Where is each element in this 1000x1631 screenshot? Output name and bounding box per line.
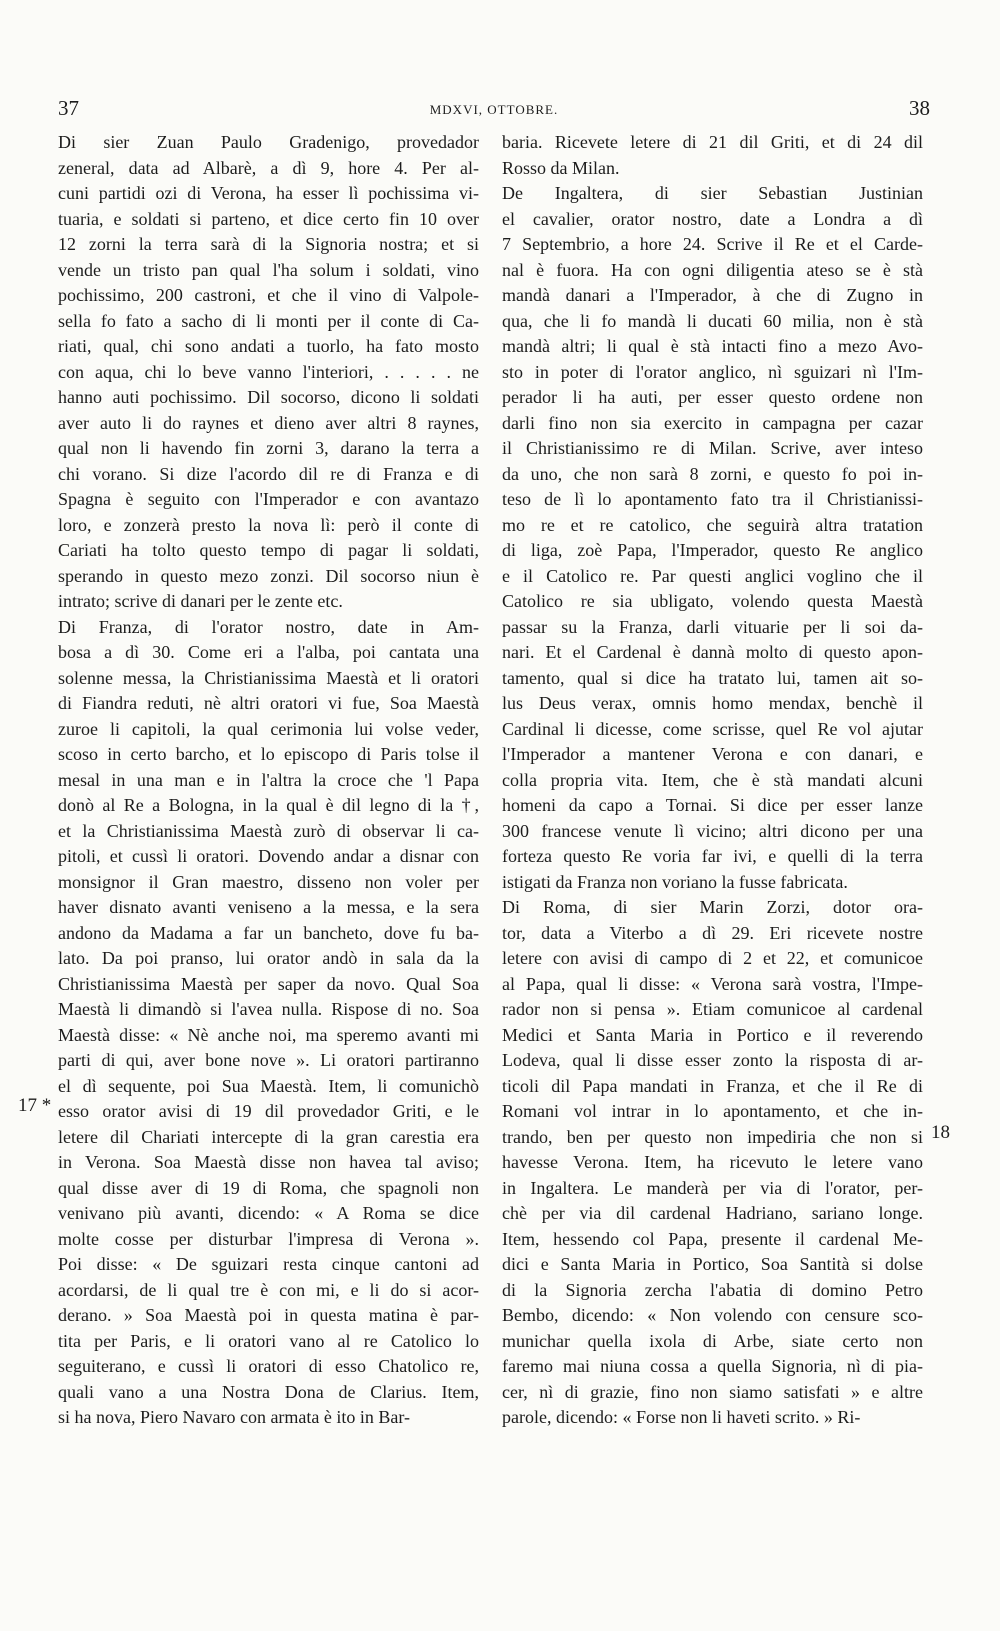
page-number-right: 38 [909, 96, 930, 120]
text-line: teso de lì lo apontamento fato tra il Christianissi- [502, 489, 923, 509]
text-line: in Ingaltera. Le manderà per via di l'orator, per- [502, 1177, 923, 1198]
text-line: seguiterano, e cussì li oratori di esso Chatolico re, [58, 1356, 479, 1376]
text-line: cuni partidi ozi di Verona, ha esser lì pochissima vi- [58, 183, 479, 203]
text-line: in Verona. Soa Maestà disse non havea tal aviso; [58, 1152, 479, 1172]
text-line: qual disse aver di 19 di Roma, che spagnoli non [58, 1177, 479, 1198]
text-line: zuroe li capitoli, la qual cerimonia lui volse veder, [58, 718, 479, 739]
margin-note-left: 17 * [18, 1095, 52, 1116]
text-line: tamento, qual si dice ha tratato lui, tamen ait so- [502, 667, 923, 688]
text-line: al Papa, qual li disse: « Verona sarà vostra, l'Impe- [502, 973, 923, 994]
text-line: riati, qual, chi sono andati a tuorlo, ha fato mosto [58, 336, 479, 356]
text-line: Medici et Santa Maria in Portico e il reverendo [502, 1024, 923, 1045]
text-line: solenne messa, la Christianissima Maestà et li oratori [58, 667, 479, 688]
text-line: parole, dicendo: « Forse non li haveti scrito. » Ri- [502, 1407, 861, 1427]
text-line: Rosso da Milan. [502, 157, 620, 178]
text-line: scoso in certo barcho, et lo episcopo di Paris tolse il [58, 744, 479, 764]
text-line: Maestà disse: « Nè anche noi, ma speremo avanti mi [58, 1024, 479, 1045]
margin-note-right: 18 [931, 1122, 950, 1143]
text-line: di liga, zoè Papa, l'Imperador, questo Re anglico [502, 540, 923, 560]
text-line: sto in poter di l'orator anglico, nì sguizari nì l'Im- [502, 361, 923, 382]
running-head: MDXVI, OTTOBRE. [429, 102, 559, 117]
text-line: qual non li havendo fin zorni 3, darano la terra a [58, 438, 479, 458]
text-line: lus Deus verax, omnis homo mendax, benchè il [502, 693, 923, 713]
text-line: homeni da capo a Tornai. Si dice per esser lanze [502, 795, 923, 815]
text-line: tor, data a Viterbo a dì 29. Eri ricevete nostre [502, 922, 923, 943]
text-line: forteza questo Re voria far ivi, e quelli di la terra [502, 846, 923, 866]
text-line: De Ingaltera, di sier Sebastian Justinian [502, 183, 923, 203]
text-line: venivano più avanti, dicendo: « A Roma se dice [58, 1203, 479, 1223]
text-line: con aqua, chi lo beve vanno l'interiori, . . . . . ne [58, 361, 479, 382]
text-line: 300 francese venute lì vicino; altri dicono per una [502, 820, 923, 841]
text-line: quali vano a una Nostra Dona de Clarius. Item, [58, 1381, 479, 1402]
text-line: e il Catolico re. Par questi anglici voglino che il [502, 565, 923, 586]
text-line: cer, nì di grazie, fino non siamo satisfati » e altre [502, 1381, 923, 1402]
text-line: pitoli, et cussì li oratori. Dovendo andar a disnar con [58, 846, 479, 866]
text-line: acordarsi, de li qual tre è con mi, e li do si acor- [58, 1279, 479, 1300]
text-line: chi vorano. Si dize l'acordo dil re di Franza e di [58, 463, 479, 484]
text-line: Di sier Zuan Paulo Gradenigo, provedador [58, 132, 479, 152]
text-line: baria. Ricevete letere di 21 dil Griti, et di 24 dil [502, 132, 923, 152]
text-line: et la Christianissima Maestà zurò di observar li ca- [58, 820, 479, 841]
text-line: mandà altri; li qual è stà intacti fino a mezo Avo- [502, 336, 923, 356]
text-line: Poi disse: « De sguizari resta cinque cantoni ad [58, 1254, 479, 1274]
text-line: darli fino non sia exercito in campagna per cazar [502, 412, 923, 433]
text-line: nal è fuora. Ha con ogni diligentia ateso se è stà [502, 259, 923, 280]
text-line: 7 Septembrio, a hore 24. Scrive il Re et el Carde- [502, 234, 923, 254]
left-text-column [58, 130, 479, 1580]
text-line: letere dil Chariati intercepte di la gran carestia era [58, 1126, 479, 1147]
text-line: tita per Paris, e li oratori vano al re Catolico lo [58, 1330, 479, 1351]
text-line: qua, che li fo mandà li ducati 60 milia, non è stà [502, 310, 923, 331]
text-line: Cariati ha tolto questo tempo di pagar li soldati, [58, 540, 479, 560]
text-line: aver auto li do raynes et dieno aver altri 8 raynes, [58, 412, 479, 433]
text-line: tuaria, e soldati si parteno, et dice certo fin 10 over [58, 208, 479, 229]
text-line: di la Signoria zercha l'abatia di domino Petro [502, 1279, 923, 1300]
text-line: el cavalier, orator nostro, date a Londra a dì [502, 208, 923, 229]
text-line: loro, e zonzerà presto la nova lì: però il conte di [58, 514, 479, 535]
text-line: Di Roma, di sier Marin Zorzi, dotor ora- [502, 897, 923, 917]
page-header [58, 96, 930, 126]
text-line: Spagna è seguito con l'Imperador e con avantazo [58, 489, 479, 509]
text-line: si ha nova, Piero Navaro con armata è ito in Bar- [58, 1407, 411, 1427]
text-line: istigati da Franza non voriano la fusse fabricata. [502, 871, 848, 892]
text-line: lato. Da poi pranso, lui orator andò in sala da la [58, 948, 479, 968]
text-line: mo re et re catolico, che seguirà altra tratation [502, 514, 923, 535]
text-line: Catolico re sia ubligato, volendo questa Maestà [502, 591, 923, 611]
text-line: perador li ha auti, per esser questo ordene non [502, 387, 923, 407]
text-line: Christianissima Maestà per saper da novo. Qual Soa [58, 973, 479, 994]
text-line: Lodeva, qual li disse esser zonto la risposta di ar- [502, 1050, 923, 1070]
text-line: zeneral, data ad Albarè, a dì 9, hore 4. Per al- [58, 157, 479, 178]
text-line: Romani vol intrar in lo apontamento, et che in- [502, 1101, 923, 1121]
text-line: mandà danari a l'Imperador, à che di Zugno in [502, 285, 923, 305]
text-line: intrato; scrive di danari per le zente etc. [58, 591, 343, 611]
text-line: havesse Verona. Item, ha ricevuto le letere vano [502, 1152, 923, 1172]
text-line: molte cosse per disturbar l'impresa di Verona ». [58, 1228, 479, 1249]
text-line: Cardinal li dicesse, come scrisse, quel Re vol ajutar [502, 718, 923, 739]
text-line: monsignor il Gran maestro, disseno non voler per [58, 871, 479, 892]
text-line: l'Imperador a mantener Verona e con danari, e [502, 744, 923, 764]
text-line: hanno auti pochissimo. Dil socorso, dicono li soldati [58, 387, 479, 407]
text-line: andono da Madama a far un bancheto, dove fu ba- [58, 922, 479, 943]
text-line: il Christianissimo re di Milan. Scrive, aver inteso [502, 438, 923, 458]
text-line: dici e Santa Maria in Portico, Soa Santità si dolse [502, 1254, 923, 1274]
text-line: Bembo, dicendo: « Non volendo con censure sco- [502, 1305, 923, 1325]
text-line: nari. Et el Cardenal è dannà molto di questo apon- [502, 642, 923, 662]
right-text-column [502, 130, 923, 1580]
text-line: 12 zorni la terra sarà di la Signoria nostra; et si [58, 234, 479, 254]
text-line: di Fiandra reduti, nè altri oratori vi fue, Soa Maestà [58, 693, 479, 713]
text-line: haver disnato avanti veniseno a la messa, e la sera [58, 897, 479, 917]
text-line: el dì sequente, poi Sua Maestà. Item, li comunichò [58, 1075, 479, 1096]
text-line: parti di qui, aver bone nove ». Li oratori partiranno [58, 1050, 479, 1070]
text-line: chè per via dil cardenal Hadriano, sariano longe. [502, 1203, 923, 1223]
text-line: sella fo fato a sacho di li monti per il conte di Ca- [58, 310, 479, 331]
text-line: vende un tristo pan qual l'ha solum i soldati, vino [58, 259, 479, 280]
text-line: Maestà li dimandò si l'avea nulla. Rispose di no. Soa [58, 999, 479, 1019]
text-line: munichar quella ixola di Arbe, siate certo non [502, 1330, 923, 1351]
text-line: mesal in una man e in l'altra la croce che 'l Papa [58, 769, 479, 790]
text-line: Di Franza, di l'orator nostro, date in Am- [58, 616, 479, 637]
text-line: da uno, che non sarà 8 zorni, e questo fo poi in- [502, 463, 923, 484]
text-line: rador non si pensa ». Etiam comunicoe al cardenal [502, 999, 923, 1019]
text-line: esso orator avisi di 19 dil provedador Griti, e le [58, 1101, 479, 1121]
text-line: colla propria vita. Item, che è stà mandati alcuni [502, 769, 923, 790]
text-line: donò al Re a Bologna, in la qual è dil legno di la †, [58, 795, 479, 815]
text-line: letere con avisi di campo di 2 et 22, et comunicoe [502, 948, 923, 968]
text-line: pochissimo, 200 castroni, et che il vino di Valpole- [58, 285, 479, 305]
text-line: ticoli dil Papa mandati in Franza, et che il Re di [502, 1075, 923, 1096]
text-line: faremo mai niuna cossa a quella Signoria, nì di pia- [502, 1356, 923, 1376]
text-line: passar su la Franza, darli vituarie per li soi da- [502, 616, 923, 637]
text-line: Item, hessendo col Papa, presente il cardenal Me- [502, 1228, 923, 1249]
text-line: derano. » Soa Maestà poi in questa matina è par- [58, 1305, 479, 1325]
text-line: trando, ben per questo non impediria che non si [502, 1126, 923, 1147]
text-line: sperando in questo mezo zonzi. Dil socorso niun è [58, 565, 479, 586]
page-number-left: 37 [58, 96, 79, 120]
text-line: bosa a dì 30. Come eri a l'alba, poi cantata una [58, 642, 479, 662]
